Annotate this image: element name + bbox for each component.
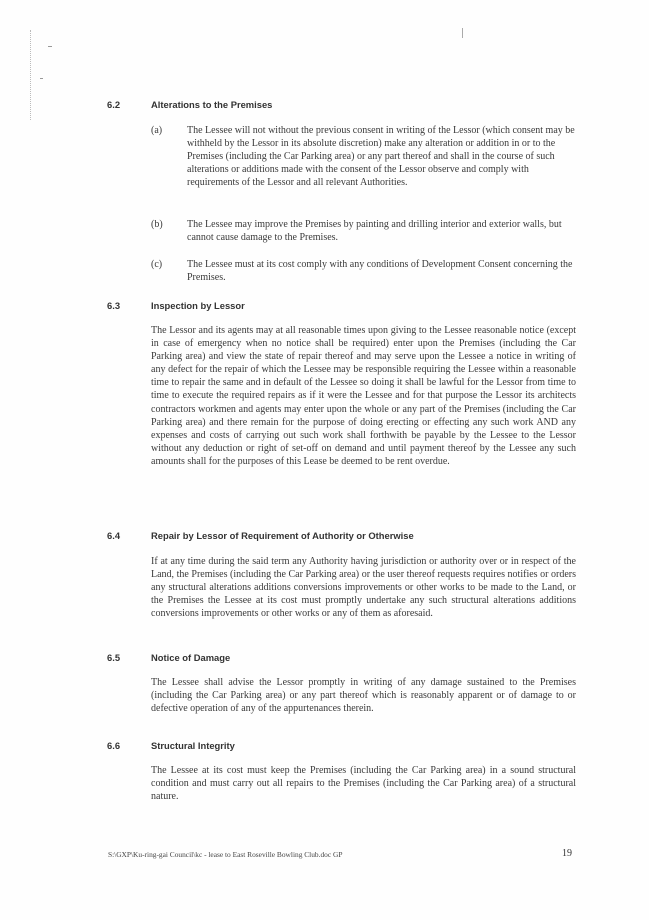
scan-speck bbox=[462, 28, 463, 38]
section-heading: Inspection by Lessor bbox=[151, 300, 245, 311]
section-number: 6.3 bbox=[107, 300, 121, 311]
subclause-label: (a) bbox=[151, 125, 163, 136]
section-body: The Lessor and its agents may at all reasonable times upon giving to the Lessee reasonable notice (except in case of emergency when no notice shall be required) enter upon the Premises (including the Car Parking area) and view the state of repair thereof and may serve upon the Lessee a notice in writing of any defect for the repair of which the Lessee may be responsible requiring the Lessee within a reasonable time to repair the same and in default of the Lessee so doing it shall be lawful for the Lessor from time to time to execute the required repairs as if it were the Lessee and for that purpose the Lessor its architects contractors workmen and agents may enter upon the whole or any part of the Premises (including the Car Parking area) and there remain for the purpose of doing erecting or effecting any such work AND any expenses and costs of carrying out such work shall forthwith be payable by the Lessee to the Lessor without any deduction or right of set-off on demand and until payment thereof by the Lessee any such amounts shall for the purposes of this Lease be deemed to be rent overdue. bbox=[151, 325, 576, 467]
section-body: The Lessee at its cost must keep the Premises (including the Car Parking area) in a sound structural condition and must carry out all repairs to the Premises (including the Car Parking area) of a structural nature. bbox=[151, 765, 576, 803]
section-body: The Lessee shall advise the Lessor promptly in writing of any damage sustained to the Premises (including the Car Parking area) or any part thereof which is reasonably apparent or of damage to or defective operation of any of the appurtenances therein. bbox=[151, 677, 576, 715]
scan-margin-mark bbox=[30, 30, 31, 120]
scan-speck bbox=[48, 46, 52, 47]
section-number: 6.6 bbox=[107, 740, 121, 751]
subclause-label: (c) bbox=[151, 259, 163, 270]
section-heading: Structural Integrity bbox=[151, 740, 235, 751]
subclause-text: The Lessee must at its cost comply with any conditions of Development Consent concerning the Premises. bbox=[187, 259, 573, 284]
subclause-label: (b) bbox=[151, 219, 163, 230]
page-number: 19 bbox=[562, 848, 572, 859]
footer-file-path: S:\GXP\Ku-ring-gai Council\kc - lease to East Roseville Bowling Club.doc GP bbox=[108, 850, 343, 859]
section-heading: Notice of Damage bbox=[151, 652, 231, 663]
section-number: 6.4 bbox=[107, 530, 121, 541]
scan-speck bbox=[40, 78, 43, 79]
section-heading: Alterations to the Premises bbox=[151, 99, 273, 110]
section-heading: Repair by Lessor of Requirement of Authority or Otherwise bbox=[151, 530, 414, 541]
subclause-text: The Lessee may improve the Premises by painting and drilling interior and exterior walls, but cannot cause damage to the Premises. bbox=[187, 219, 562, 244]
section-number: 6.2 bbox=[107, 99, 121, 110]
section-body: If at any time during the said term any Authority having jurisdiction or authority over or in respect of the Land, the Premises (including the Car Parking area) or the user thereof requests requires notifies or orders any structural alterations additions conversions improvements or other works to be made to the Land, or the Premises the Lessee at its cost must promptly undertake any such structural alterations additions conversions improvements or other works or any of them as aforesaid. bbox=[151, 556, 576, 620]
section-number: 6.5 bbox=[107, 652, 121, 663]
subclause-text: The Lessee will not without the previous consent in writing of the Lessor (which consent may be withheld by the Lessor in its absolute discretion) make any alteration or addition in or to the Premises (including the Car Parking area) or any part thereof and shall in the course of such alterations or additions made with the consent of the Lessor observe and comply with requirements of the Lessor and all relevant Authorities. bbox=[187, 125, 575, 189]
